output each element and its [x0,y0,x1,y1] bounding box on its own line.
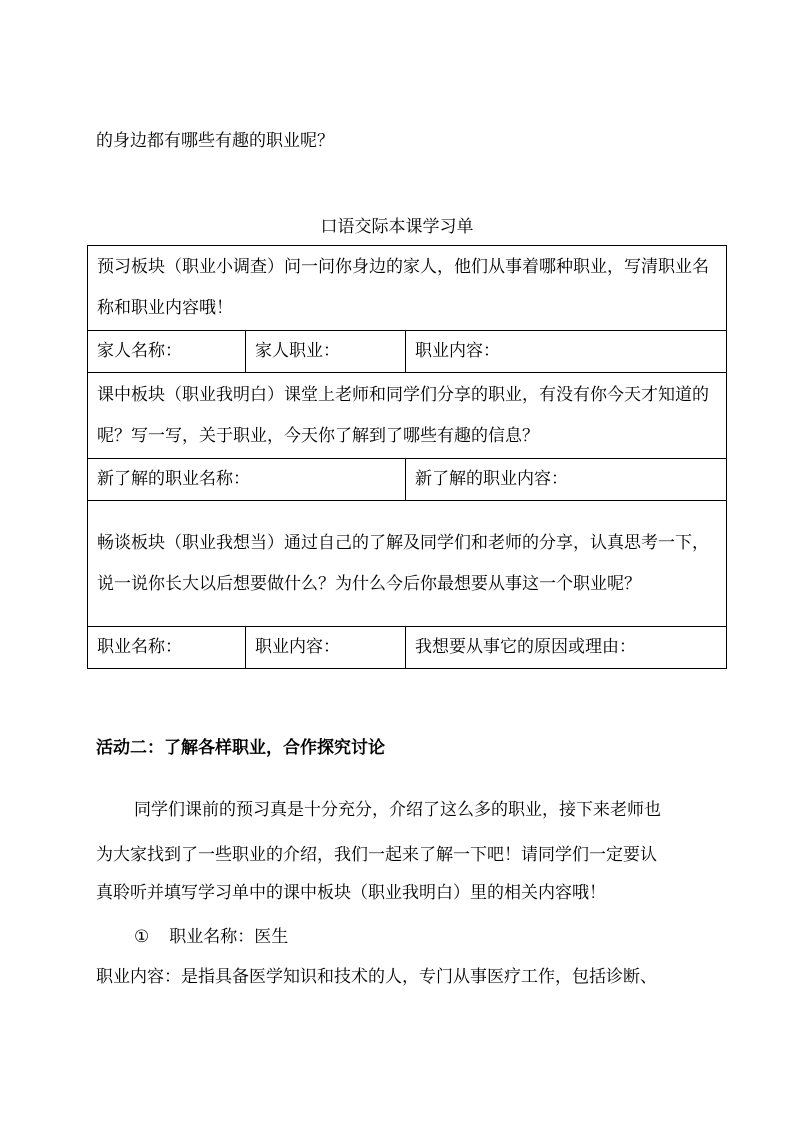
table-row [88,627,727,669]
talk-block-cell [88,501,727,627]
table-row [88,501,727,627]
intro-text: 的身边都有哪些有趣的职业呢？ [96,131,334,151]
preview-block-cell [88,246,727,331]
job-item-doctor [134,929,288,946]
job-description: 职业内容：是指具备医学知识和技术的人，专门从事医疗工作，包括诊断、 [96,967,657,987]
table-row [88,373,727,459]
item-number: ① [134,927,150,947]
table-row [88,246,727,331]
worksheet-table [87,245,727,669]
paragraph-line: 真聆听并填写学习单中的课中板块（职业我明白）里的相关内容哦！ [96,883,606,903]
new-job-name-cell: 新了解的职业名称： [88,459,406,501]
paragraph-line: 同学们课前的预习真是十分充分，介绍了这么多的职业，接下来老师也 [134,800,661,820]
paragraph-line: 为大家找到了一些职业的介绍，我们一起来了解一下吧！请同学们一定要认 [96,845,657,865]
family-job-cell: 家人职业： [246,331,406,373]
class-block-cell [88,373,727,459]
worksheet-title: 口语交际本课学习单 [320,217,474,237]
job-content-cell-2: 职业内容： [246,627,406,669]
preview-block-text: 预习板块（职业小调查）问一问你身边的家人，他们从事着哪种职业，写清职业名称和职业内容哦！ [97,257,709,318]
job-content-cell: 职业内容： [406,331,727,373]
new-job-content-cell: 新了解的职业内容： [406,459,727,501]
job-name-cell: 职业名称： [88,627,246,669]
reason-cell: 我想要从事它的原因或理由： [406,627,727,669]
class-block-text: 课中板块（职业我明白）课堂上老师和同学们分享的职业，有没有你今天才知道的呢？写一写，关于职业，今天你了解到了哪些有趣的信息？ [97,384,709,446]
table-row [88,459,727,501]
item-label: 职业名称：医生 [169,927,289,947]
talk-block-text: 畅谈板块（职业我想当）通过自己的了解及同学们和老师的分享，认真思考一下，说一说你长大以后想要做什么？为什么今后你最想要从事这一个职业呢？ [97,532,709,594]
table-row [88,331,727,373]
activity-heading: 活动二：了解各样职业，合作探究讨论 [96,738,385,758]
family-name-cell: 家人名称： [88,331,246,373]
